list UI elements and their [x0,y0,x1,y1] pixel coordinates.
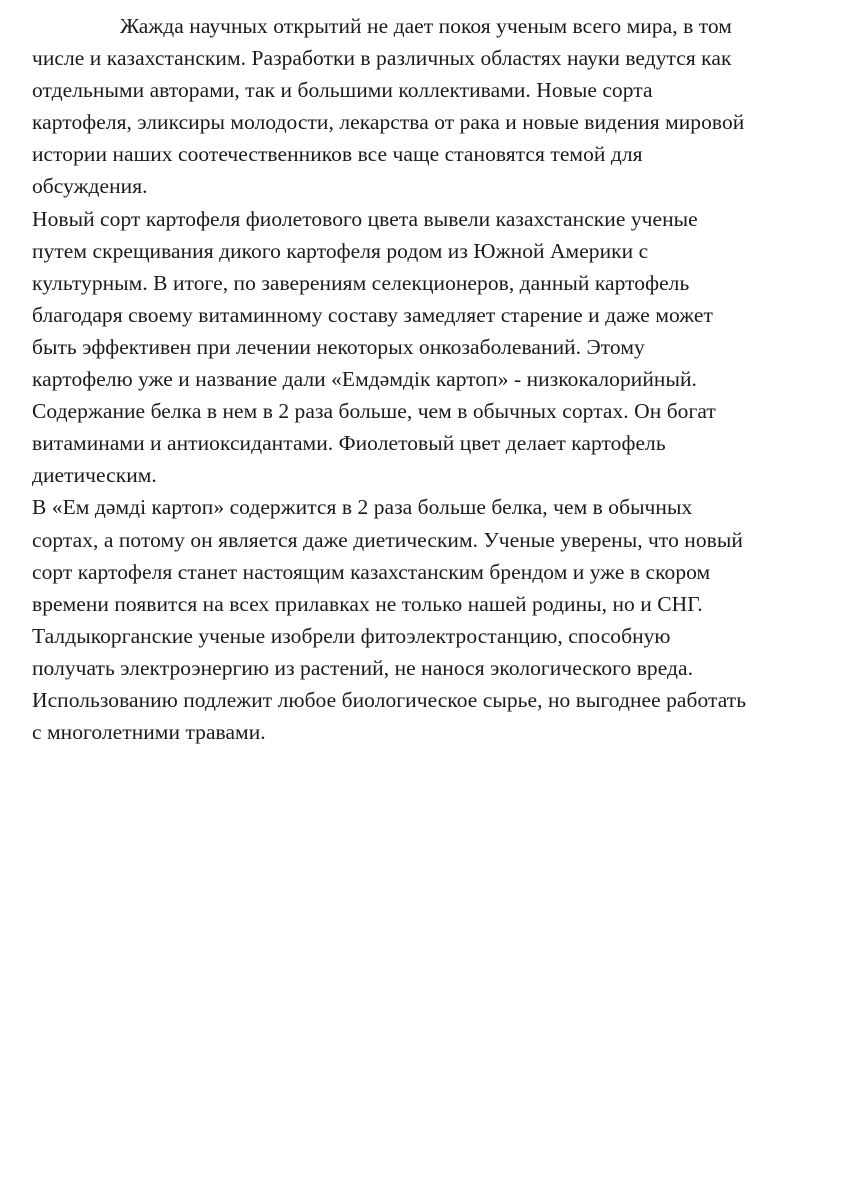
paragraph-1-line: картофеля, эликсиры молодости, лекарства от рака и новые видения мировой [32,110,745,135]
paragraph-2-line: витаминами и антиоксидантами. Фиолетовый цвет делает картофель [32,431,666,456]
paragraph-1-line: истории наших соотечественников все чаще становятся темой для [32,142,643,167]
paragraph-3-line: сорт картофеля станет настоящим казахстанским брендом и уже в скором [32,559,711,584]
paragraph-2-line: быть эффективен при лечении некоторых онкозаболеваний. Этому [32,334,645,359]
paragraph-1-line: обсуждения. [32,174,148,199]
paragraph-2-line: Содержание белка в нем в 2 раза больше, чем в обычных сортах. Он богат [32,399,716,424]
paragraph-2-line: культурным. В итоге, по заверениям селекционеров, данный картофель [32,270,690,295]
paragraph-1-line: Жажда научных открытий не дает покоя ученым всего мира, в том [120,14,732,38]
document-body [32,10,860,748]
paragraph-2-line: картофелю уже и название дали «Емдәмдік картоп» - низкокалорийный. [32,367,697,392]
paragraph-2-line: Новый сорт картофеля фиолетового цвета вывели казахстанские ученые [32,206,698,231]
paragraph-2-line: благодаря своему витаминному составу замедляет старение и даже может [32,302,713,327]
paragraph-3-line: Талдыкорганские ученые изобрели фитоэлектростанцию, способную [32,623,671,648]
paragraph-1-line: отдельными авторами, так и большими коллективами. Новые сорта [32,78,653,103]
paragraph-3-line: получать электроэнергию из растений, не нанося экологического вреда. [32,655,694,680]
paragraph-3-line: времени появится на всех прилавках не только нашей родины, но и СНГ. [32,591,703,616]
paragraph-2-line: диетическим. [32,463,157,488]
paragraph-2-line: путем скрещивания дикого картофеля родом из Южной Америки с [32,238,649,263]
paragraph-3-line: сортах, а потому он является даже диетическим. Ученые уверены, что новый [32,527,743,552]
paragraph-1-line: числе и казахстанским. Разработки в различных областях науки ведутся как [32,46,732,71]
paragraph-3-line: с многолетними травами. [32,720,266,745]
paragraph-3-line: В «Ем дәмді картоп» содержится в 2 раза больше белка, чем в обычных [32,495,693,520]
paragraph-3-line: Использованию подлежит любое биологическое сырье, но выгоднее работать [32,687,747,712]
